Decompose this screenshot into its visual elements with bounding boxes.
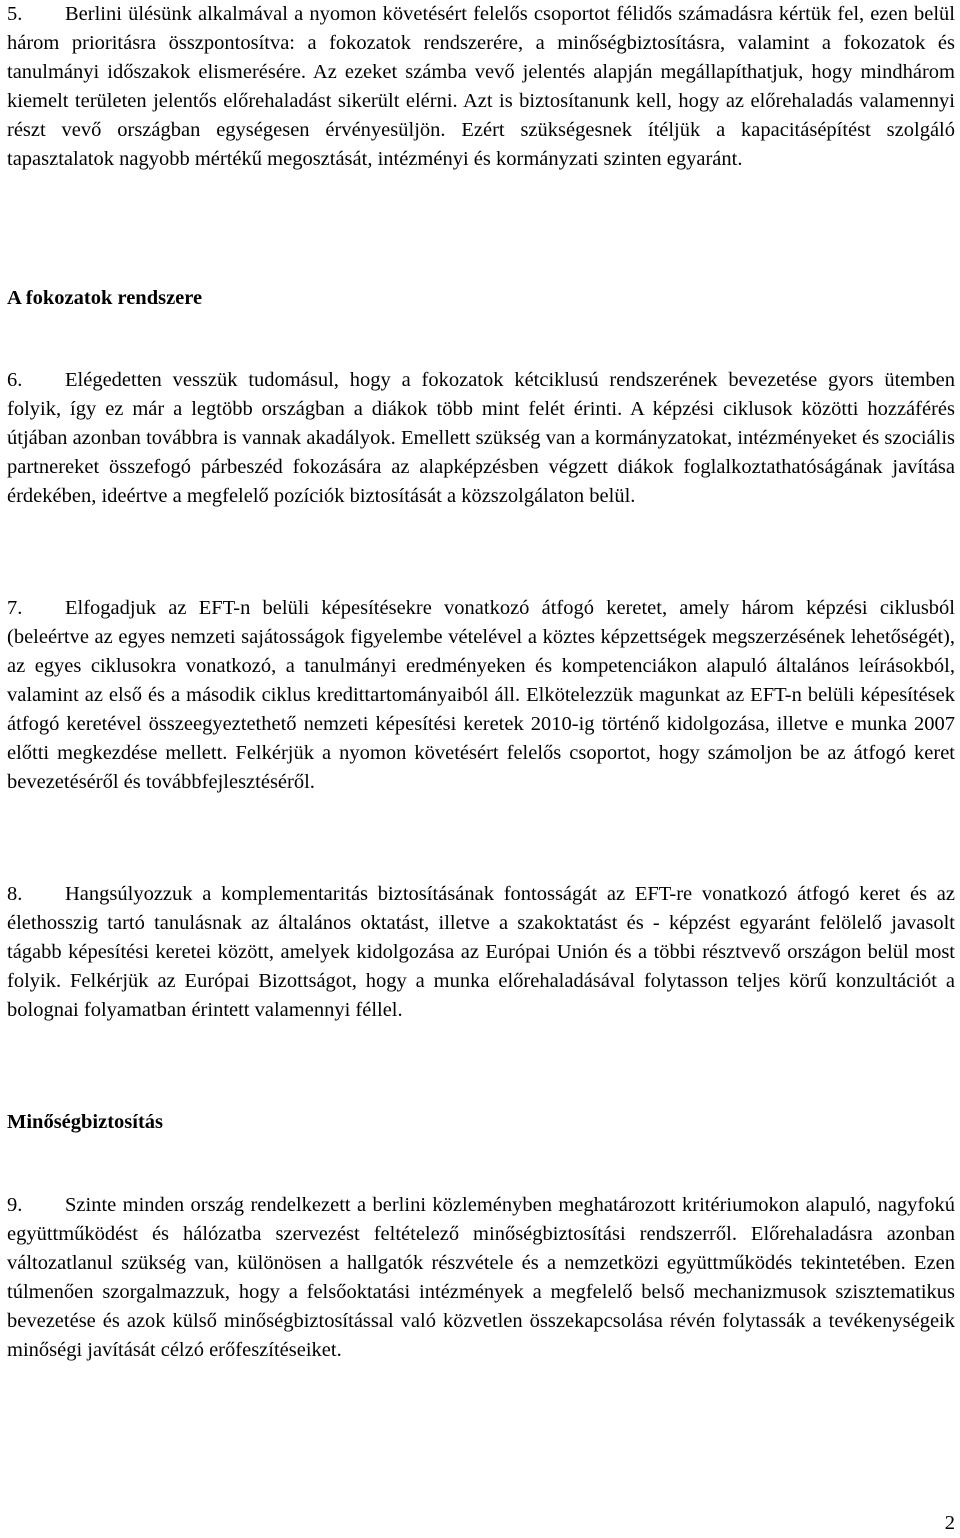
- paragraph-8: [7, 880, 955, 1025]
- paragraph-number: 7.: [7, 597, 23, 619]
- paragraph-9: [7, 1191, 955, 1365]
- paragraph-text: Elégedetten vesszük tudomásul, hogy a fokozatok kétciklusú rendszerének bevezetése gyors ütemben folyik, így ez már a legtöbb országban a diákok több mint felét érinti. A képzési ciklusok közötti hozzáférés útjában azonban továbbra is vannak akadályok. Emellett szükség van a kormányzatokat, intézményeket és szociális partnereket összefogó párbeszéd fokozására az alapképzésben végzett diákok foglalkoztathatóságának javítása érdekében, ideértve a megfelelő pozíciók biztosítását a közszolgálaton belül.: [7, 369, 955, 507]
- paragraph-text: Berlini ülésünk alkalmával a nyomon követésért felelős csoportot félidős számadásra kértük fel, ezen belül három prioritásra összpontosítva: a fokozatok rendszerére, a minőségbiztosításra, valamint a fokozatok és tanulmányi időszakok elismerésére. Az ezeket számba vevő jelentés alapján megállapíthatjuk, hogy mindhárom kiemelt területen jelentős előrehaladást sikerült elérni. Azt is biztosítanunk kell, hogy az előrehaladás valamennyi részt vevő országban egységesen érvényesüljön. Ezért szükségesnek ítéljük a kapacitásépítést szolgáló tapasztalatok nagyobb mértékű megosztását, intézményi és kormányzati szinten egyaránt.: [7, 3, 955, 170]
- paragraph-number: 5.: [7, 3, 23, 25]
- section-heading-quality-assurance: Minőségbiztosítás: [7, 1111, 164, 1133]
- paragraph-text: Hangsúlyozzuk a komplementaritás biztosításának fontosságát az EFT-re vonatkozó átfogó keret és az élethosszig tartó tanulásnak az általános oktatást, illetve a szakoktatást és - képzést egyaránt felölelő javasolt tágabb képesítési keretei között, amelyek kidolgozása az Európai Unión és a többi résztvevő országon belül most folyik. Felkérjük az Európai Bizottságot, hogy a munka előrehaladásával folytasson teljes körű konzultációt a bolognai folyamatban érintett valamennyi féllel.: [7, 883, 955, 1021]
- paragraph-text: Elfogadjuk az EFT-n belüli képesítésekre vonatkozó átfogó keretet, amely három képzési ciklusból (beleértve az egyes nemzeti sajátosságok figyelembe vételével a köztes képzettségek megszerzésének lehetőségét), az egyes ciklusokra vonatkozó, a tanulmányi eredményeken és kompetenciákon alapuló általános leírásokból, valamint az első és a második ciklus kredittartományaiból áll. Elkötelezzük magunkat az EFT-n belüli képesítések átfogó keretével összeegyeztethető nemzeti képesítési keretek 2010-ig történő kidolgozása, illetve e munka 2007 előtti megkezdése mellett. Felkérjük a nyomon követésért felelős csoportot, hogy számoljon be az átfogó keret bevezetéséről és továbbfejlesztéséről.: [7, 597, 955, 793]
- paragraph-number: 6.: [7, 369, 23, 391]
- document-page: [7, 0, 955, 1537]
- paragraph-number: 9.: [7, 1194, 23, 1216]
- paragraph-number: 8.: [7, 883, 23, 905]
- paragraph-text: Szinte minden ország rendelkezett a berlini közleményben meghatározott kritériumokon alapuló, nagyfokú együttműködést és hálózatba szervezést feltételező minőségbiztosítási rendszerről. Előrehaladásra azonban változatlanul szükség van, különösen a hallgatók részvétele és a nemzetközi együttműködés tekintetében. Ezen túlmenően szorgalmazzuk, hogy a felsőoktatási intézmények a megfelelő belső mechanizmusok szisztematikus bevezetése és azok külső minőségbiztosítással való közvetlen összekapcsolása révén folytassák a tevékenységeik minőségi javítását célzó erőfeszítéseiket.: [7, 1194, 955, 1361]
- paragraph-6: [7, 366, 955, 511]
- paragraph-5: [7, 0, 955, 174]
- paragraph-7: [7, 594, 955, 797]
- page-number: 2: [944, 1512, 955, 1534]
- section-heading-degree-system: A fokozatok rendszere: [7, 287, 203, 309]
